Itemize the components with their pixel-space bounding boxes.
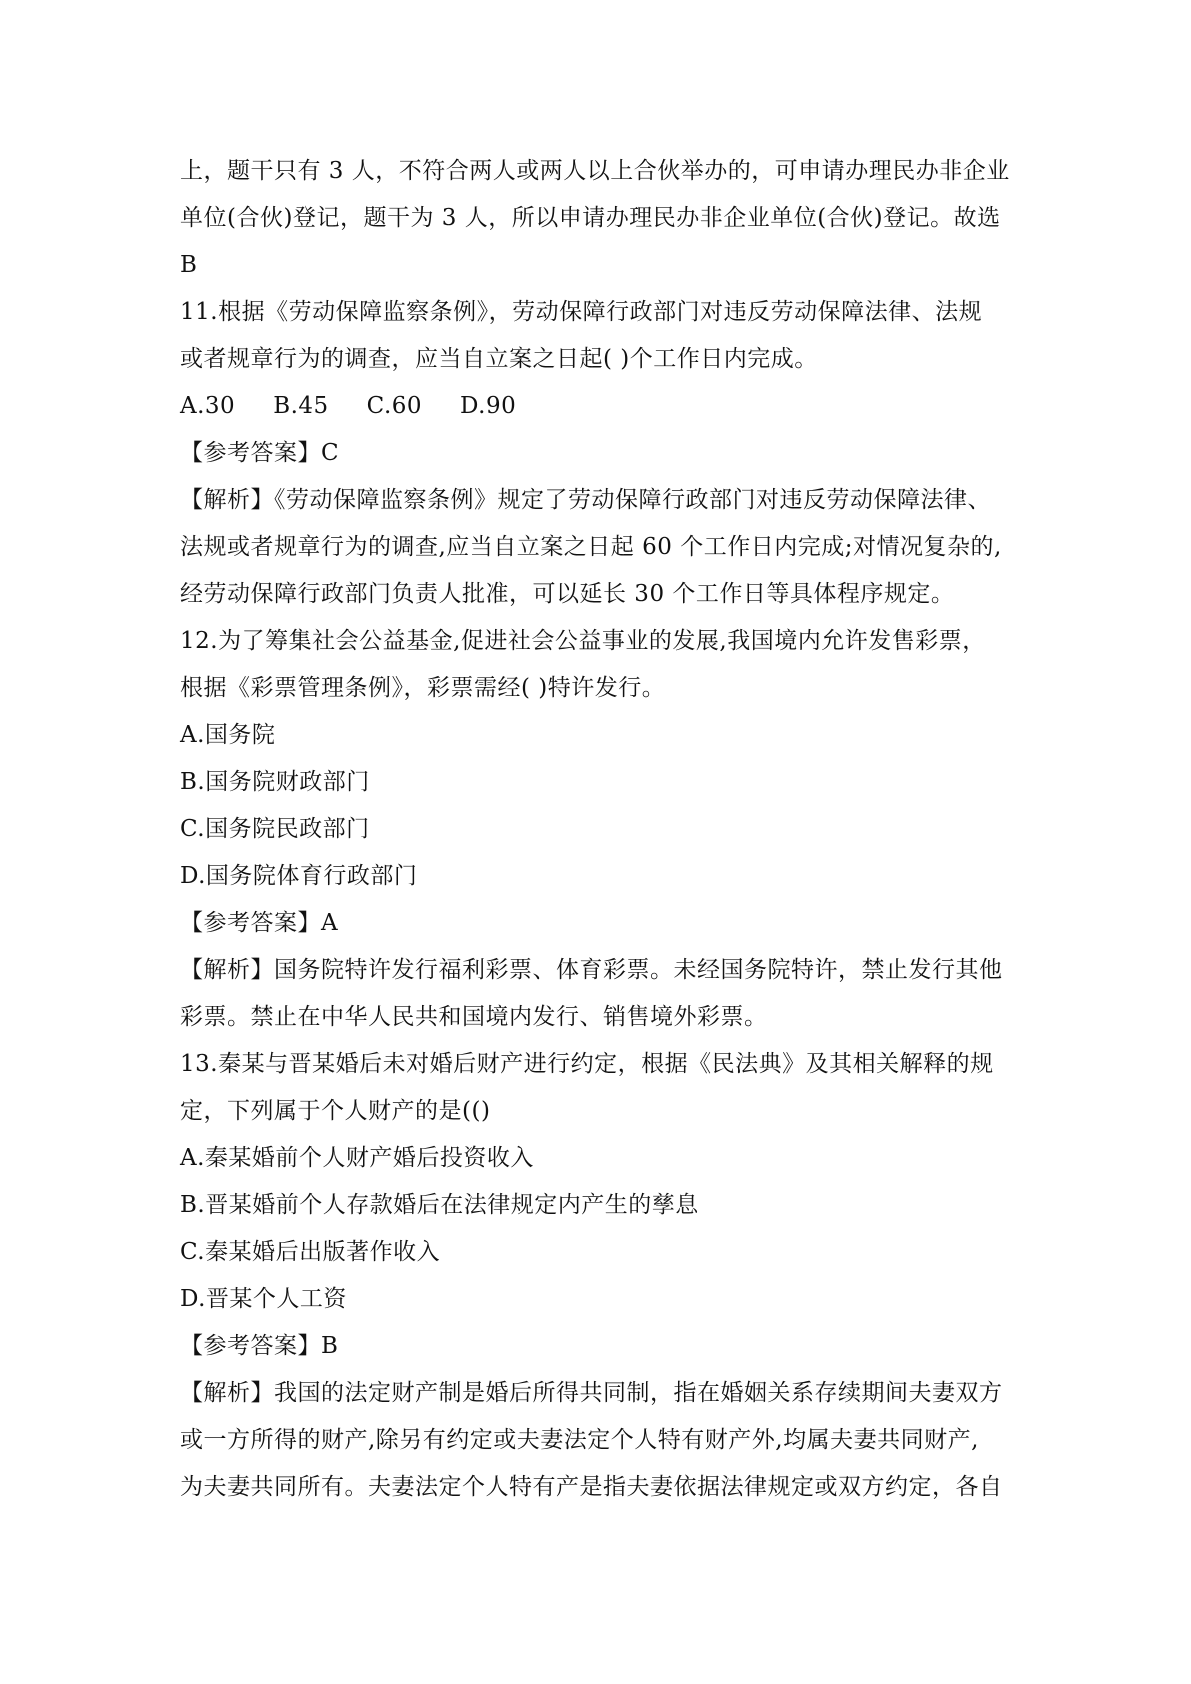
analysis-text: 【解析】《劳动保障监察条例》规定了劳动保障行政部门对违反劳动保障法律、 <box>180 487 991 513</box>
text-line: 单位(合伙)登记，题干为 3 人，所以申请办理民办非企业单位(合伙)登记。故选 <box>180 205 1001 231</box>
option-c: C.秦某婚后出版著作收入 <box>180 1239 441 1265</box>
analysis-text: 【解析】我国的法定财产制是婚后所得共同制，指在婚姻关系存续期间夫妻双方 <box>180 1380 1003 1406</box>
analysis-text: 彩票。禁止在中华人民共和国境内发行、销售境外彩票。 <box>180 1004 768 1030</box>
question-11 <box>180 289 1020 618</box>
option-d: D.晋某个人工资 <box>180 1286 347 1312</box>
question-text: 11.根据《劳动保障监察条例》，劳动保障行政部门对违反劳动保障法律、法规 <box>180 299 983 325</box>
option-b: B.晋某婚前个人存款婚后在法律规定内产生的孳息 <box>180 1192 699 1218</box>
question-text: 或者规章行为的调查，应当自立案之日起( )个工作日内完成。 <box>180 346 818 372</box>
text-line: B <box>180 252 198 278</box>
option-d: D.90 <box>460 393 517 419</box>
option-a: A.秦某婚前个人财产婚后投资收入 <box>180 1145 534 1171</box>
reference-answer: 【参考答案】C <box>180 440 340 466</box>
text-line: 上，题干只有 3 人，不符合两人或两人以上合伙举办的，可申请办理民办非企业 <box>180 158 1010 184</box>
reference-answer: 【参考答案】A <box>180 910 339 936</box>
question-text: 12.为了筹集社会公益基金,促进社会公益事业的发展,我国境内允许发售彩票， <box>180 628 986 654</box>
option-a: A.30 <box>180 393 236 419</box>
intro-paragraph <box>180 148 1020 289</box>
analysis-text: 【解析】国务院特许发行福利彩票、体育彩票。未经国务院特许，禁止发行其他 <box>180 957 1003 983</box>
reference-answer: 【参考答案】B <box>180 1333 339 1359</box>
option-b: B.国务院财政部门 <box>180 769 370 795</box>
option-b: B.45 <box>273 393 329 419</box>
analysis-text: 经劳动保障行政部门负责人批准，可以延长 30 个工作日等具体程序规定。 <box>180 581 955 607</box>
question-13 <box>180 1041 1020 1511</box>
question-12 <box>180 618 1020 1041</box>
option-a: A.国务院 <box>180 722 276 748</box>
question-text: 定，下列属于个人财产的是(() <box>180 1098 491 1124</box>
analysis-text: 法规或者规章行为的调查,应当自立案之日起 60 个工作日内完成;对情况复杂的, <box>180 534 1002 560</box>
analysis-text: 为夫妻共同所有。夫妻法定个人特有产是指夫妻依据法律规定或双方约定，各自 <box>180 1474 1003 1500</box>
option-c: C.国务院民政部门 <box>180 816 370 842</box>
option-c: C.60 <box>366 393 423 419</box>
document-page <box>180 148 1020 1511</box>
question-text: 13.秦某与晋某婚后未对婚后财产进行约定，根据《民法典》及其相关解释的规 <box>180 1051 994 1077</box>
analysis-text: 或一方所得的财产,除另有约定或夫妻法定个人特有财产外,均属夫妻共同财产, <box>180 1427 979 1453</box>
option-d: D.国务院体育行政部门 <box>180 863 418 889</box>
question-text: 根据《彩票管理条例》，彩票需经( )特许发行。 <box>180 675 666 701</box>
options-row <box>180 383 1020 430</box>
